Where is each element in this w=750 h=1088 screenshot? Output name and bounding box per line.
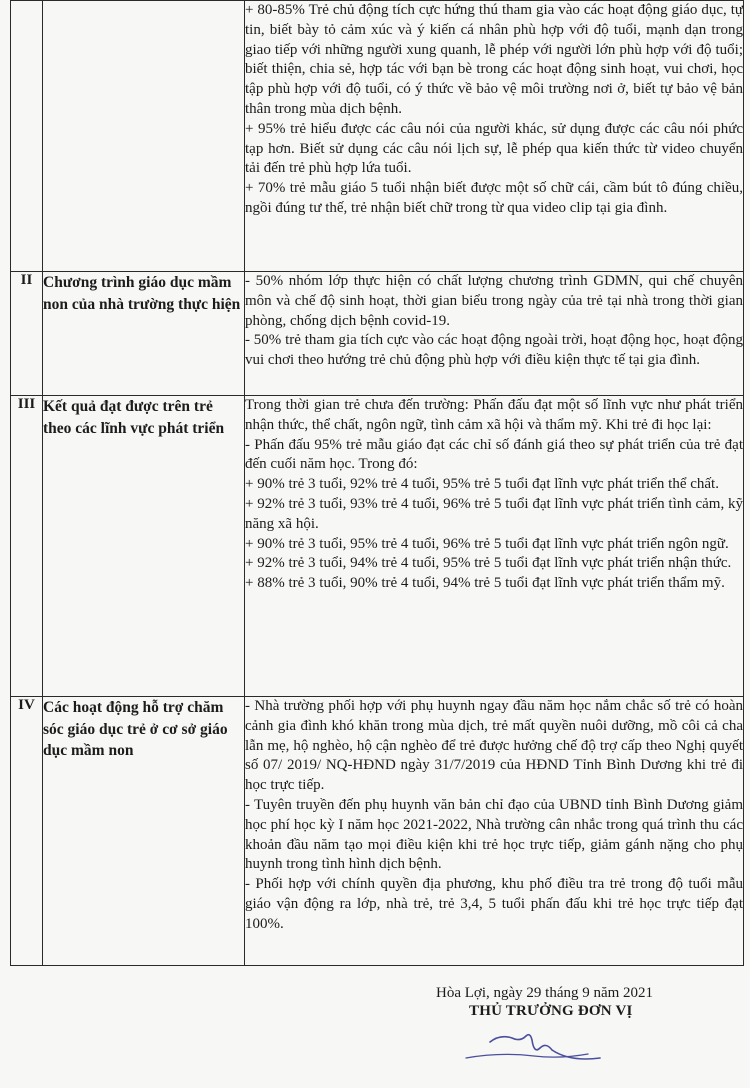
table-row (11, 697, 744, 966)
row-content (245, 697, 744, 966)
row-number: II (11, 272, 43, 396)
signature-icon (460, 1028, 610, 1068)
content-paragraph: + 92% trẻ 3 tuổi, 93% trẻ 4 tuổi, 96% trẻ 5 tuổi đạt lĩnh vực phát triển tình cảm, kỹ năng xã hội. (245, 495, 743, 532)
row-content (245, 396, 744, 697)
content-paragraph: - Phấn đấu 95% trẻ mẫu giáo đạt các chỉ số đánh giá theo sự phát triển của trẻ đạt đến cuối năm học. Trong đó: (245, 436, 743, 473)
row-number: IV (11, 697, 43, 966)
content-paragraph: Trong thời gian trẻ chưa đến trường: Phấn đấu đạt một số lĩnh vực như phát triển nhận thức, thể chất, ngôn ngữ, tình cảm xã hội và thẩm mỹ. Khi trẻ đi học lại: (245, 397, 743, 433)
row-category: Chương trình giáo dục mầm non của nhà trường thực hiện (43, 272, 245, 396)
row-content (245, 272, 744, 396)
content-paragraph: + 80-85% Trẻ chủ động tích cực hứng thú tham gia vào các hoạt động giáo dục, tự tin, biết bày tỏ cảm xúc và ý kiến cá nhân phù hợp với độ tuổi, mạnh dạn trong giao tiếp với những người xung quanh, lễ phép với người lớn phù hợp với độ tuổi; biết thiện, chia sẻ, hợp tác với bạn bè trong các hoạt động sinh hoạt, vui chơi, học tập phù hợp với độ tuổi, có ý thức về bảo vệ môi trường nơi ở, biết tự bảo vệ bản thân trong mùa dịch bệnh. (245, 2, 743, 117)
content-paragraph: + 90% trẻ 3 tuổi, 95% trẻ 4 tuổi, 96% trẻ 5 tuổi đạt lĩnh vực phát triển ngôn ngữ. (245, 535, 729, 552)
plan-table (10, 0, 744, 966)
content-paragraph: + 92% trẻ 3 tuổi, 94% trẻ 4 tuổi, 95% trẻ 5 tuổi đạt lĩnh vực phát triển nhận thức. (245, 555, 732, 572)
content-paragraph: - 50% trẻ tham gia tích cực vào các hoạt động ngoài trời, hoạt động học, hoạt động vui chơi theo hướng trẻ chủ động phù hợp với điều kiện thực tế tại gia đình. (245, 332, 743, 369)
place-date: Hòa Lợi, ngày 29 tháng 9 năm 2021 (436, 985, 654, 1001)
content-paragraph: + 90% trẻ 3 tuổi, 92% trẻ 4 tuổi, 95% trẻ 5 tuổi đạt lĩnh vực phát triển thể chất. (245, 476, 719, 493)
row-category: Kết quả đạt được trên trẻ theo các lĩnh vực phát triển (43, 396, 245, 697)
signatory-title: THỦ TRƯỞNG ĐƠN VỊ (469, 1003, 633, 1019)
row-category: Các hoạt động hỗ trợ chăm sóc giáo dục trẻ ở cơ sở giáo dục mầm non (43, 697, 245, 966)
content-paragraph: - Tuyên truyền đến phụ huynh văn bản chỉ đạo của UBND tỉnh Bình Dương giảm học phí học kỳ I năm học 2021-2022, Nhà trường cân nhắc trong quá trình thu các khoản đầu năm tạo mọi điều kiện khi trẻ học trực tiếp, giảm gánh nặng cho phụ huynh trong tình hình dịch bệnh. (245, 796, 743, 873)
content-paragraph: - Phối hợp với chính quyền địa phương, khu phố điều tra trẻ trong độ tuổi mẫu giáo vận động ra lớp, nhà trẻ, trẻ 3,4, 5 tuổi phấn đấu khi trẻ học trực tiếp đạt 100%. (245, 876, 743, 932)
table-row (11, 396, 744, 697)
table-row (11, 272, 744, 396)
content-paragraph: - Nhà trường phối hợp với phụ huynh ngay đầu năm học nắm chắc số trẻ có hoàn cảnh gia đình khó khăn trong mùa dịch, trẻ mất quyền nuôi dưỡng, mồ côi cả cha lẫn mẹ, hộ nghèo, hộ cận nghèo để trẻ được hưởng chế độ trợ cấp theo Nghị quyết số 07/ 2019/ NQ-HĐND ngày 31/7/2019 của HĐND Tỉnh Bình Dương khi trẻ đi học trực tiếp. (245, 698, 743, 794)
content-paragraph: + 70% trẻ mẫu giáo 5 tuổi nhận biết được một số chữ cái, cầm bút tô đúng chiều, ngồi đúng tư thế, trẻ nhận biết chữ trong từ qua video clip tại gia đình. (245, 180, 743, 216)
row-category (43, 1, 245, 272)
table-row (11, 1, 744, 272)
content-paragraph: + 95% trẻ hiểu được các câu nói của người khác, sử dụng được các câu nói phức tạp hơn. Biết sử dụng các câu nói lịch sự, lễ phép qua kiến thức từ video chuyển tải đến trẻ phù hợp lứa tuổi. (245, 120, 743, 177)
row-number (11, 1, 43, 272)
content-paragraph: + 88% trẻ 3 tuổi, 90% trẻ 4 tuổi, 94% trẻ 5 tuổi đạt lĩnh vực phát triển thẩm mỹ. (245, 575, 725, 592)
row-number: III (11, 396, 43, 697)
content-paragraph: - 50% nhóm lớp thực hiện có chất lượng chương trình GDMN, qui chế chuyên môn và chế độ sinh hoạt, thời gian biểu trong ngày của trẻ tại nhà trong thời gian phòng, chống dịch bệnh covid-19. (245, 273, 743, 329)
row-content (245, 1, 744, 272)
